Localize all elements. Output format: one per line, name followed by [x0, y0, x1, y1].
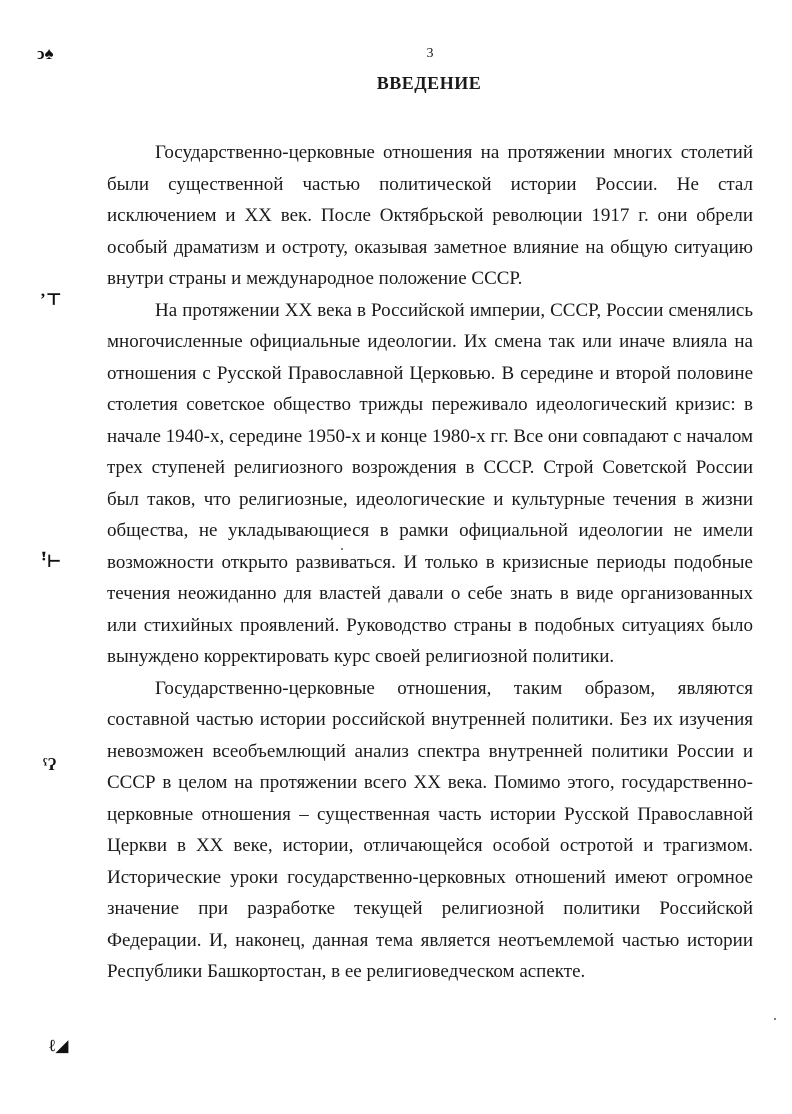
margin-handwritten-mark: ℓ◢ — [49, 1036, 69, 1055]
scan-speck — [774, 1018, 776, 1020]
paragraph: На протяжении XX века в Российской империи, СССР, России сменялись многочисленные официальные идеологии. Их смена так или иначе влияла на отношения с Русской Православной Церковью. В середине и второй половине столетия советское общество трижды переживало идеологический кризис: в начале 1940-х, середине 1950-х и конце 1980-х гг. Все они совпадают с началом трех ступеней религиозного возрождения в СССР. Строй Советской России был таков, что религиозные, идеологические и культурные течения в жизни общества, не укладывающиеся в рамки официальной идеологии не имели возможности открыто развиваться. И только в кризисные периоды подобные течения неожиданно для властей давали о себе знать в виде организованных или стихийных проявлений. Руководство страны в подобных ситуациях было вынуждено корректировать курс своей религиозной политики. — [107, 299, 753, 667]
section-heading: ВВЕДЕНИЕ — [376, 73, 482, 93]
body-text — [107, 137, 753, 988]
paragraph: Государственно-церковные отношения, таким образом, являются составной частью истории российской внутренней политики. Без их изучения невозможен всеобъемлющий анализ спектра внутренней политики России и СССР в целом на протяжении всего XX века. Помимо этого, государственно-церковные отношения – существенная часть истории Русской Православной Церкви в XX веке, истории, отличающейся особой остротой и трагизмом. Исторические уроки государственно-церковных отношений имеют огромное значение при разработке текущей религиозной политики Российской Федерации. И, наконец, данная тема является неотъемлемой частью истории Республики Башкортостан, в ее религиоведческом аспекте. — [107, 677, 753, 982]
margin-handwritten-mark: ↄ♠ — [37, 44, 54, 63]
paragraph: Государственно-церковные отношения на протяжении многих столетий были существенной частью политической истории России. Не стал исключением и XX век. После Октябрьской революции 1917 г. они обрели особый драматизм и остроту, оказывая заметное влияние на общую ситуацию внутри страны и международное положение СССР. — [107, 142, 753, 289]
margin-handwritten-mark: ˤɁ — [43, 755, 57, 774]
page-number: 3 — [426, 46, 434, 61]
margin-handwritten-mark: ʼ⊤ — [40, 290, 62, 309]
margin-handwritten-mark: ꜝ⊢ — [41, 552, 62, 571]
